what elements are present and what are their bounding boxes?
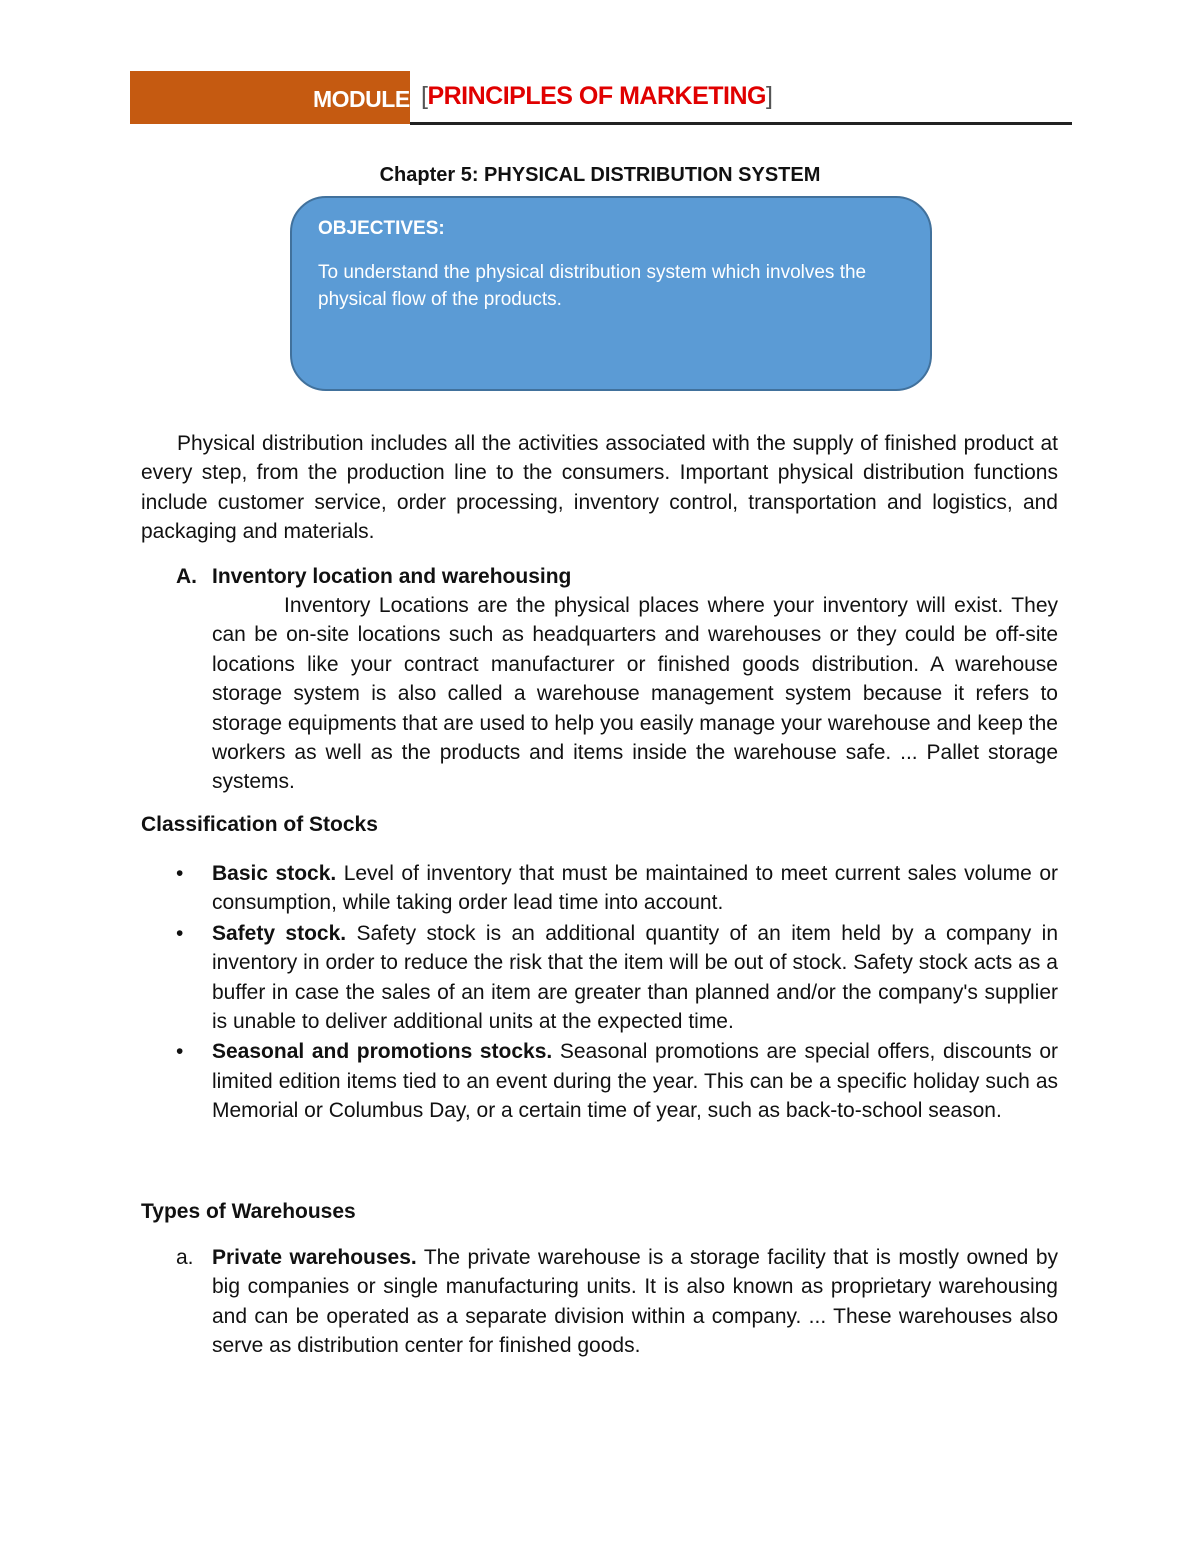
section-heading (176, 562, 1058, 591)
list-item-label: Private warehouses. (212, 1246, 417, 1269)
list-item-label: Basic stock. (212, 862, 337, 885)
section-body: Inventory Locations are the physical places where your inventory will exist. They can be on-site locations such as headquarters and warehouses or they could be off-site locations like your contract manufacturer or finished goods distribution. A warehouse storage system is also called a warehouse management system because it refers to storage equipments that are used to help you easily manage your warehouse and keep the workers as well as the products and items inside the warehouse safe. ... Pallet storage systems. (212, 594, 1058, 794)
header-rule (410, 122, 1072, 125)
intro-paragraph: Physical distribution includes all the activities associated with the supply of finished product at every step, from the production line to the consumers. Important physical distribution functions include customer service, order processing, inventory control, transportation and logistics, and packaging and materials. (141, 432, 1058, 544)
objectives-heading: OBJECTIVES: (318, 218, 445, 239)
chapter-title: Chapter 5: PHYSICAL DISTRIBUTION SYSTEM (379, 164, 821, 186)
list-item-text: Level of inventory that must be maintained to meet current sales volume or consumption, while taking order lead time into account. (212, 862, 1058, 915)
module-title-text: PRINCIPLES OF MARKETING (427, 82, 766, 110)
list-item (176, 1037, 1058, 1125)
module-label: MODULE (313, 86, 410, 112)
list-item-text: Safety stock is an additional quantity of an item held by a company in inventory in order to reduce the risk that the item will be out of stock. Safety stock acts as a buffer in case the sales of an item are greater than planned and/or the company's supplier is unable to deliver additional units at the expected time. (212, 921, 1059, 1034)
section-inventory-location (176, 562, 1058, 797)
objectives-text: To understand the physical distribution system which involves the physical flow of the products. (318, 262, 867, 310)
section-marker: A. (176, 565, 197, 588)
list-item-text: Seasonal promotions are special offers, discounts or limited edition items tied to an event during the year. This can be a specific holiday such as Memorial or Columbus Day, or a certain time of year, such as back-to-school season. (212, 1040, 1058, 1123)
section-heading-text: Inventory location and warehousing (212, 565, 572, 588)
stocks-list (176, 859, 1058, 1127)
warehouses-heading: Types of Warehouses (141, 1200, 356, 1223)
module-title-open-bracket: [ (421, 82, 428, 110)
bullet-marker: • (176, 921, 184, 945)
objectives-box (290, 196, 932, 391)
list-item (176, 859, 1058, 918)
list-item-label: Safety stock. (212, 921, 347, 945)
bullet-marker: • (176, 1040, 184, 1064)
list-item-text: The private warehouse is a storage facility that is mostly owned by big companies or single manufacturing units. It is also known as proprietary warehousing and can be operated as a separate division within a company. ... These warehouses also serve as distribution center for finished goods. (212, 1246, 1058, 1358)
warehouses-list (176, 1243, 1058, 1361)
module-title-close-bracket: ] (765, 82, 773, 110)
list-marker: a. (176, 1246, 194, 1269)
list-item-label: Seasonal and promotions stocks. (212, 1040, 553, 1064)
list-item (176, 919, 1058, 1037)
stocks-heading: Classification of Stocks (141, 813, 378, 836)
list-item (176, 1243, 1058, 1361)
module-title (421, 82, 772, 111)
bullet-marker: • (176, 862, 184, 885)
